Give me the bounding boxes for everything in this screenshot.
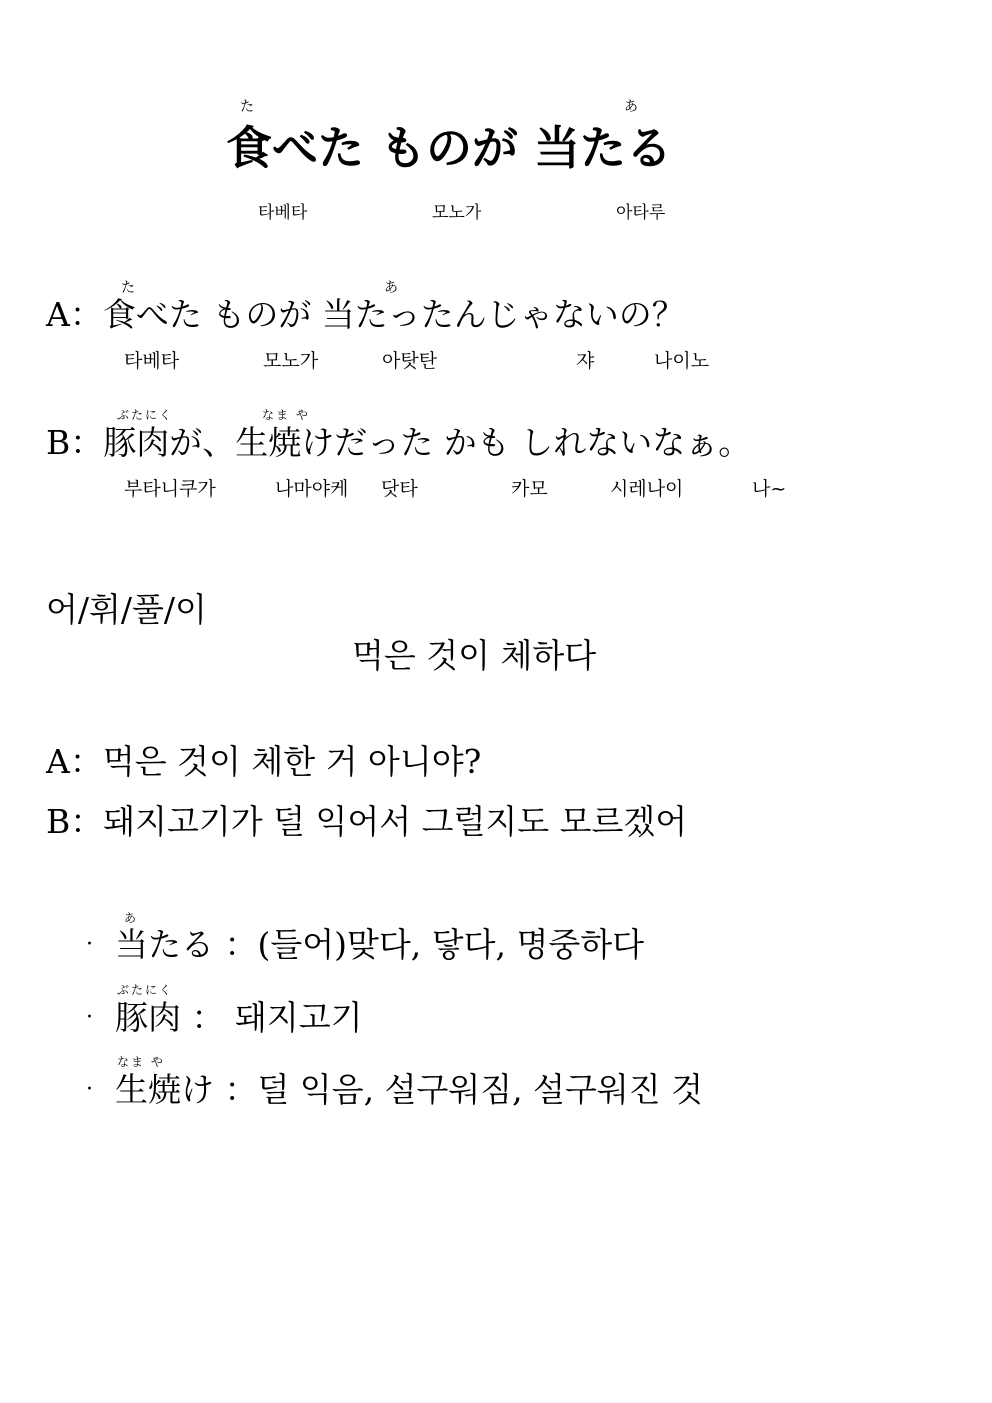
dialogue-b-pron-1: 부타니쿠가 xyxy=(124,478,216,500)
title-ruby-a: あ xyxy=(624,99,638,115)
glossary-ruby: なま や xyxy=(117,1055,165,1069)
dialogue-a-pron-2: 모노가 xyxy=(263,350,319,372)
glossary-ruby: ぶたにく xyxy=(117,983,174,997)
glossary-text: 生焼け ：덜 익음, 설구워짐, 설구워진 것 xyxy=(115,1070,703,1109)
glossary-ruby: あ xyxy=(124,911,139,925)
dialogue-a-pron-5: 나이노 xyxy=(654,350,710,372)
translation-b: B：돼지고기가 덜 익어서 그럴지도 모르겠어 xyxy=(46,802,688,841)
bullet-dot: · xyxy=(86,1077,93,1102)
glossary-text: 豚肉 ： 돼지고기 xyxy=(115,998,363,1037)
dialogue-b-ruby-butaniku: ぶたにく xyxy=(117,408,174,422)
title-ruby-ta: た xyxy=(240,99,254,115)
title-pron-1: 타베타 xyxy=(258,203,308,223)
dialogue-b-pron-5: 시레나이 xyxy=(610,478,684,500)
dialogue-b-line: B：豚肉が、生焼けだった かも しれないなぁ。 xyxy=(46,423,752,462)
dialogue-a-pron-4: 쟈 xyxy=(576,350,595,372)
page-title: 食べた ものが 当たる xyxy=(226,121,673,175)
dialogue-a-pron-3: 아탓탄 xyxy=(382,350,438,372)
vocab-heading: 어/휘/풀/이 xyxy=(46,590,207,629)
dialogue-a-ruby-ta: た xyxy=(121,280,135,296)
glossary-text: 当たる ：(들어)맞다, 닿다, 명중하다 xyxy=(115,925,644,964)
dialogue-a-pron-1: 타베타 xyxy=(124,350,180,372)
translation-a: A：먹은 것이 체한 거 아니야? xyxy=(46,742,482,781)
vocab-meaning: 먹은 것이 체하다 xyxy=(352,636,597,675)
title-pron-3: 아타루 xyxy=(616,203,666,223)
dialogue-b-pron-6: 나~ xyxy=(752,478,787,500)
dialogue-b-pron-3: 닷타 xyxy=(381,478,418,500)
dialogue-b-pron-4: 카모 xyxy=(511,478,548,500)
dialogue-a-line: A：食べた ものが 当たったんじゃないの？ xyxy=(46,295,685,334)
title-pron-2: 모노가 xyxy=(432,203,482,223)
dialogue-b-pron-2: 나마야케 xyxy=(275,478,349,500)
dialogue-b-ruby-namaya: なま や xyxy=(262,408,310,422)
bullet-dot: · xyxy=(86,932,93,957)
bullet-dot: · xyxy=(86,1005,93,1030)
dialogue-a-ruby-a: あ xyxy=(384,280,398,296)
